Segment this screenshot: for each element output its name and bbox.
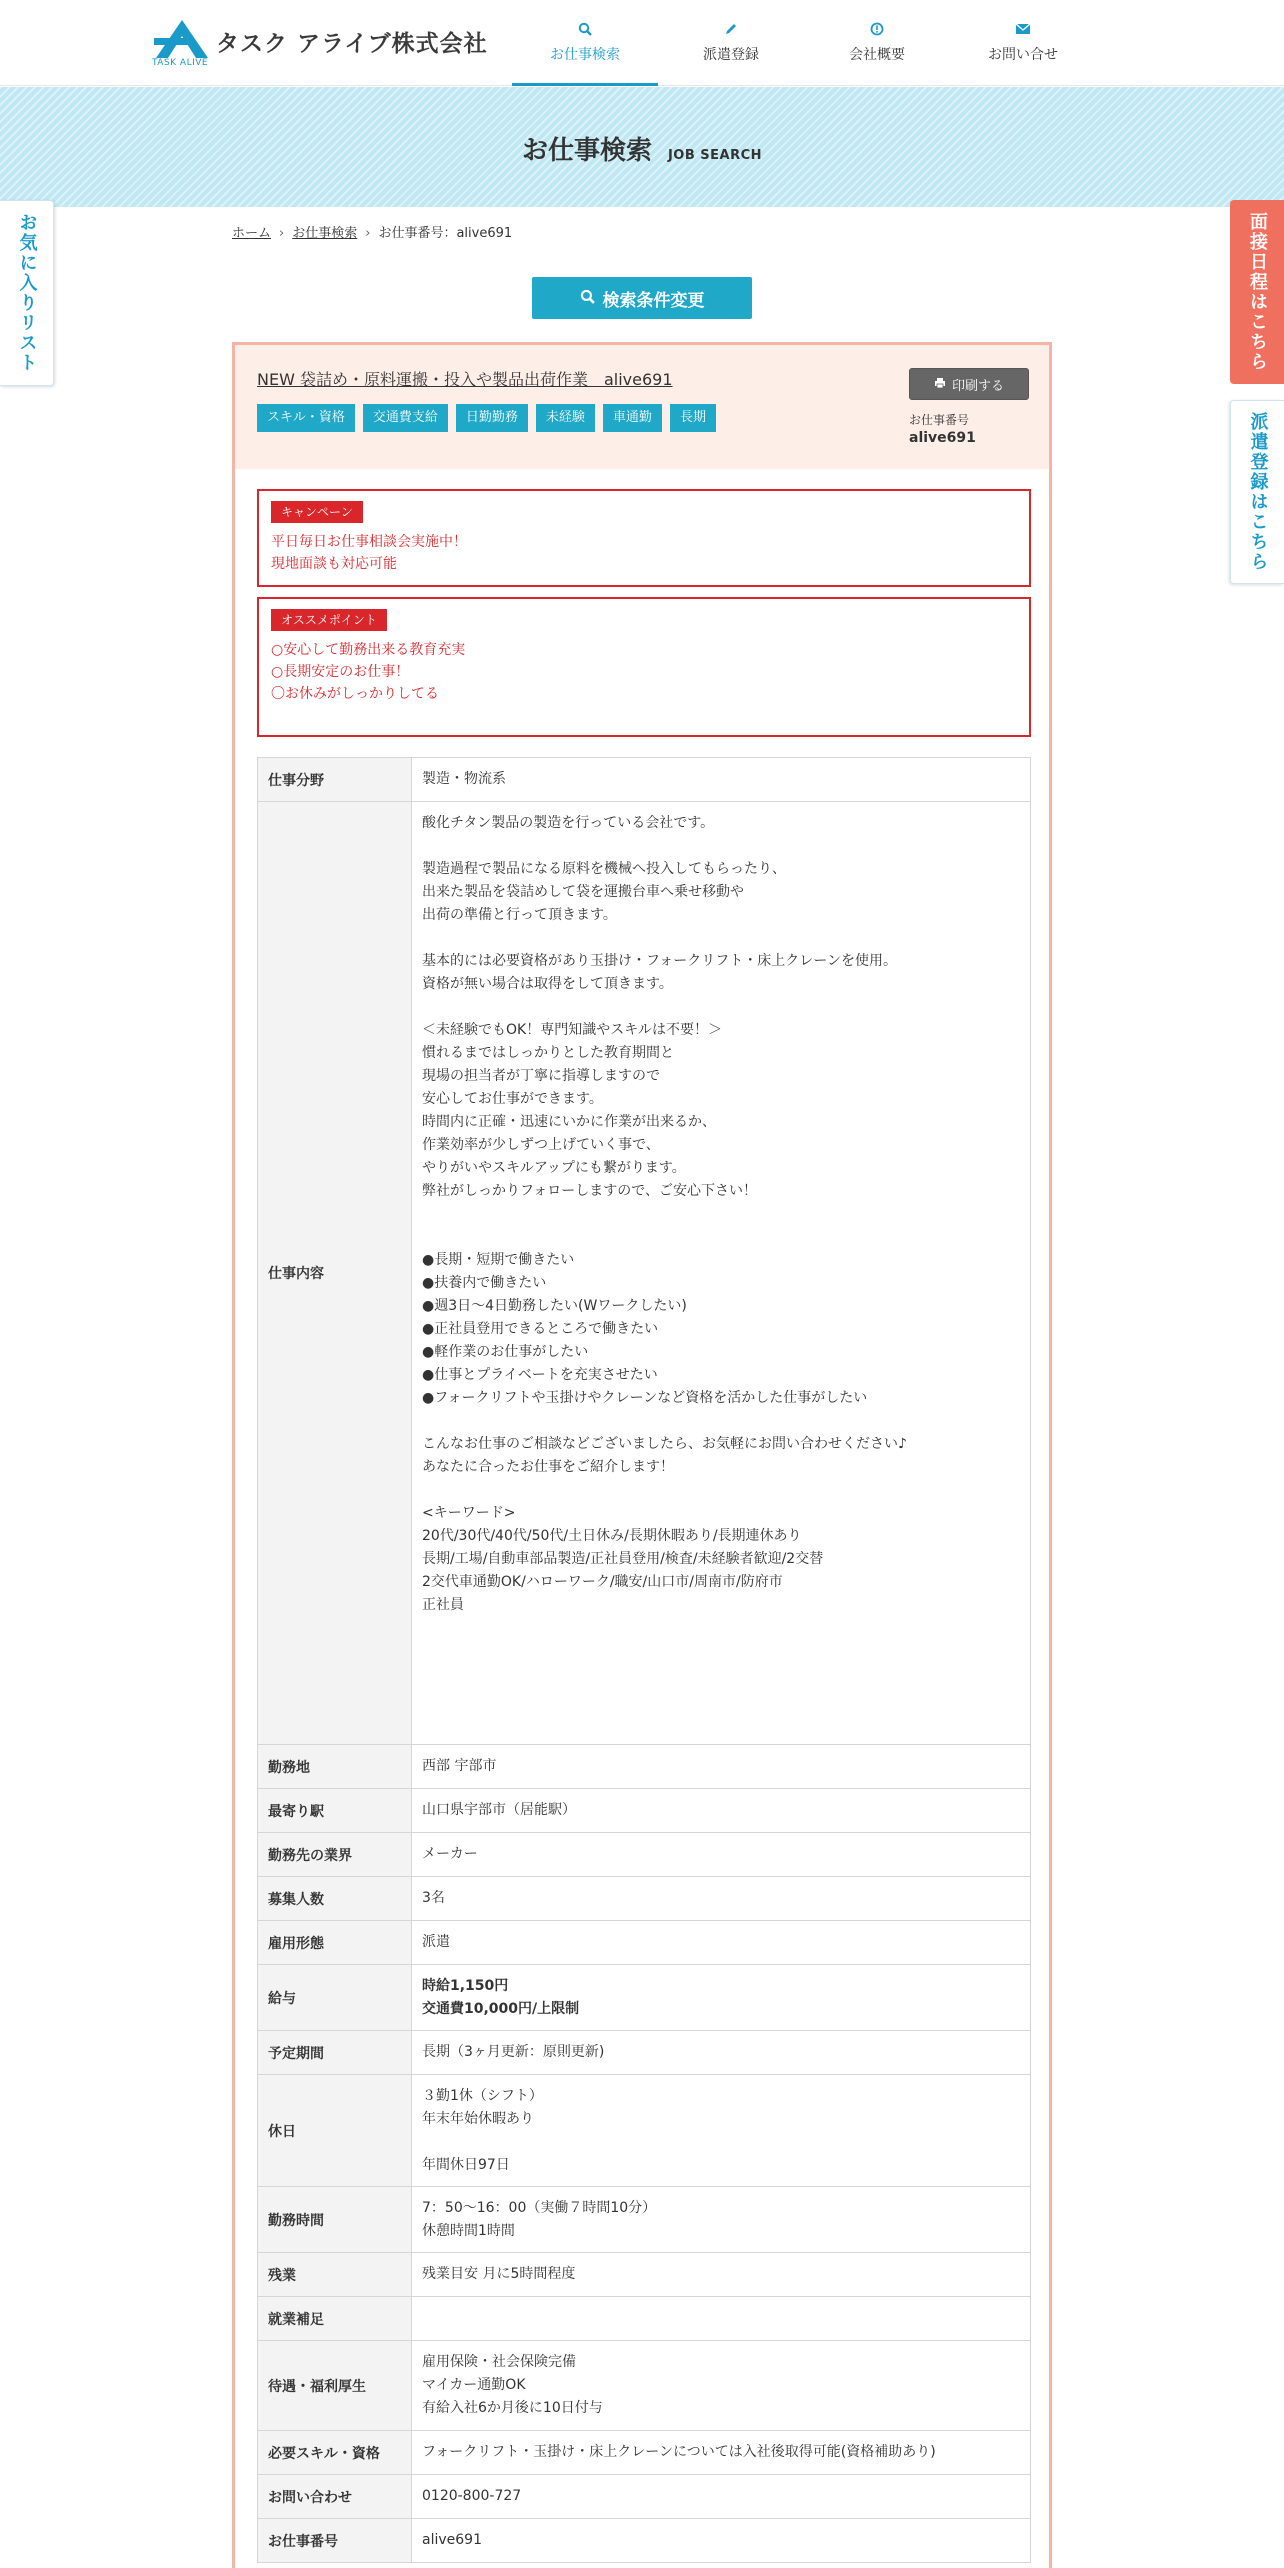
detail-value [412, 2297, 1031, 2341]
campaign-label: キャンペーン [271, 501, 363, 523]
detail-row-period [258, 2031, 1031, 2075]
nav-label: 派遣登録 [703, 47, 759, 63]
nav-label: お仕事検索 [550, 47, 620, 63]
page-title-ja: お仕事検索 [521, 136, 652, 166]
chevron-right-icon: › [365, 226, 371, 241]
detail-row-supplement [258, 2297, 1031, 2341]
job-title[interactable]: NEW 袋詰め・原料運搬・投入や製品出荷作業 alive691 [257, 370, 673, 389]
detail-row-hours [258, 2187, 1031, 2253]
detail-label: 就業補足 [258, 2297, 412, 2341]
detail-label: 仕事分野 [258, 758, 412, 802]
detail-row-employment [258, 1921, 1031, 1965]
envelope-icon [950, 22, 1096, 42]
global-nav [512, 0, 1096, 86]
job-tag: スキル・資格 [257, 404, 355, 432]
detail-value: 3名 [412, 1877, 1031, 1921]
detail-label: 雇用形態 [258, 1921, 412, 1965]
print-button[interactable] [909, 368, 1029, 400]
detail-row-job-number [258, 2519, 1031, 2563]
detail-label: 残業 [258, 2253, 412, 2297]
job-tag: 長期 [670, 404, 716, 432]
dispatch-register-tab[interactable] [1230, 400, 1284, 584]
detail-label: お仕事番号 [258, 2519, 412, 2563]
logo-subtext: TASK ALIVE [152, 58, 209, 68]
job-number-value: alive691 [909, 430, 976, 446]
detail-row-station [258, 1789, 1031, 1833]
detail-value: alive691 [412, 2519, 1031, 2563]
detail-value: 山口県宇部市（居能駅） [412, 1789, 1031, 1833]
nav-dispatch-register[interactable] [658, 0, 804, 86]
dispatch-register-tab-label: 派遣登録はこちら [1247, 412, 1269, 572]
search-icon [512, 22, 658, 42]
detail-label: 待遇・福利厚生 [258, 2341, 412, 2431]
job-card-header [235, 345, 1049, 469]
campaign-text: 平日毎日お仕事相談会実施中！ 現地面談も対応可能 [271, 534, 467, 572]
nav-label: 会社概要 [849, 47, 905, 63]
logo-text: タスク アライブ株式会社 [216, 31, 488, 57]
detail-value: 雇用保険・社会保険完備 マイカー通勤OK 有給入社6か月後に10日付与 [412, 2341, 1031, 2431]
detail-label: 勤務地 [258, 1745, 412, 1789]
detail-value-salary: 時給1,150円 交通費10,000円/上限制 [412, 1965, 1031, 2031]
detail-label: 必要スキル・資格 [258, 2431, 412, 2475]
detail-row-overtime [258, 2253, 1031, 2297]
detail-value: 製造・物流系 [412, 758, 1031, 802]
detail-label: お問い合わせ [258, 2475, 412, 2519]
detail-label: 勤務先の業界 [258, 1833, 412, 1877]
job-tag: 交通費支給 [363, 404, 448, 432]
search-icon [580, 289, 595, 308]
printer-icon [934, 377, 946, 392]
detail-row-benefits [258, 2341, 1031, 2431]
breadcrumb [232, 222, 512, 241]
page-title-en: JOB SEARCH [667, 148, 763, 163]
detail-row-salary [258, 1965, 1031, 2031]
breadcrumb-current: お仕事番号：alive691 [378, 226, 513, 241]
change-search-button[interactable] [532, 277, 752, 319]
detail-row-skills [258, 2431, 1031, 2475]
detail-value: ３勤1休（シフト） 年末年始休暇あり 年間休日97日 [412, 2075, 1031, 2187]
info-circle-icon [804, 22, 950, 42]
favorites-tab[interactable] [0, 200, 54, 386]
detail-value: 7：50～16：00（実働７時間10分） 休憩時間1時間 [412, 2187, 1031, 2253]
chevron-right-icon: › [279, 226, 285, 241]
job-tag: 未経験 [536, 404, 595, 432]
detail-label: 募集人数 [258, 1877, 412, 1921]
campaign-box [257, 489, 1031, 587]
job-tag: 車通勤 [603, 404, 662, 432]
detail-label: 休日 [258, 2075, 412, 2187]
detail-row-contact [258, 2475, 1031, 2519]
detail-row-content [258, 802, 1031, 1745]
job-number-label: お仕事番号 [909, 413, 970, 427]
job-card [232, 342, 1052, 2568]
detail-value: 0120-800-727 [412, 2475, 1031, 2519]
job-tag: 日勤勤務 [456, 404, 528, 432]
detail-value: 残業目安 月に5時間程度 [412, 2253, 1031, 2297]
detail-value: 派遣 [412, 1921, 1031, 1965]
detail-row-holidays [258, 2075, 1031, 2187]
site-logo[interactable] [152, 18, 488, 72]
job-tags [257, 404, 724, 432]
detail-value: フォークリフト・玉掛け・床上クレーンについては入社後取得可能(資格補助あり) [412, 2431, 1031, 2475]
detail-label: 仕事内容 [258, 802, 412, 1745]
breadcrumb-home[interactable]: ホーム [232, 226, 272, 241]
recommend-text: ○安心して勤務出来る教育充実 ○長期安定のお仕事！ 〇お休みがしっかりしてる [271, 642, 466, 702]
detail-label: 勤務時間 [258, 2187, 412, 2253]
detail-value: 長期（3ヶ月更新：原則更新) [412, 2031, 1031, 2075]
interview-schedule-tab[interactable] [1230, 200, 1284, 384]
detail-row-openings [258, 1877, 1031, 1921]
pencil-icon [658, 22, 804, 42]
nav-company[interactable] [804, 0, 950, 86]
nav-contact[interactable] [950, 0, 1096, 86]
detail-label: 給与 [258, 1965, 412, 2031]
detail-value: メーカー [412, 1833, 1031, 1877]
change-search-label: 検索条件変更 [602, 290, 705, 311]
detail-row-location [258, 1745, 1031, 1789]
recommend-box [257, 597, 1031, 737]
page-hero [0, 87, 1284, 207]
print-label: 印刷する [951, 378, 1004, 394]
detail-value: 酸化チタン製品の製造を行っている会社です。 製造過程で製品になる原料を機械へ投入してもらったり、 出来た製品を袋詰めして袋を運搬台車へ乗せ移動や 出荷の準備と行って頂きます。 基本的には必要資格があり玉掛け・フォークリフト・床上クレーンを使用。 資格が無い場合は取得をして頂きます。 ＜未経験でもOK！専門知識やスキルは不要！＞ 慣れるまではしっかりとした教育期間と 現場の担当者が丁寧に指導しますので 安心してお仕事ができます。 時間内に正確・迅速にいかに作業が出来るか、 作業効率が少しずつ上げていく事で、 やりがいやスキルアップにも繋がります。 弊社がしっかりフォローしますので、ご安心下さい！ ●長期・短期で働きたい ●扶養内で働きたい ●週3日～4日勤務したい(Wワークしたい) ●正社員登用できるところで働きたい ●軽作業のお仕事がしたい ●仕事とプライベートを充実させたい ●フォークリフトや玉掛けやクレーンなど資格を活かした仕事がしたい こんなお仕事のご相談などございましたら、お気軽にお問い合わせください♪ あなたに合ったお仕事をご紹介します！ <キーワード> 20代/30代/40代/50代/土日休み/長期休暇あり/長期連休あり 長期/工場/自動車部品製造/正社員登用/検査/未経験者歓迎/2交替 2交代車通勤OK/ハローワーク/職安/山口市/周南市/防府市 正社員 [412, 802, 1031, 1745]
recommend-label: オススメポイント [271, 609, 387, 631]
detail-value: 西部 宇部市 [412, 1745, 1031, 1789]
detail-label: 最寄り駅 [258, 1789, 412, 1833]
job-detail-table [257, 757, 1031, 2563]
detail-row-industry [258, 1833, 1031, 1877]
site-header [0, 0, 1284, 86]
interview-schedule-tab-label: 面接日程はこちら [1247, 212, 1268, 372]
detail-label: 予定期間 [258, 2031, 412, 2075]
detail-row-category [258, 758, 1031, 802]
breadcrumb-search[interactable]: お仕事検索 [292, 226, 358, 241]
page-title [0, 130, 1284, 167]
nav-job-search[interactable] [512, 0, 658, 86]
favorites-tab-label: お気に入りリスト [16, 213, 38, 373]
nav-label: お問い合せ [988, 47, 1058, 63]
